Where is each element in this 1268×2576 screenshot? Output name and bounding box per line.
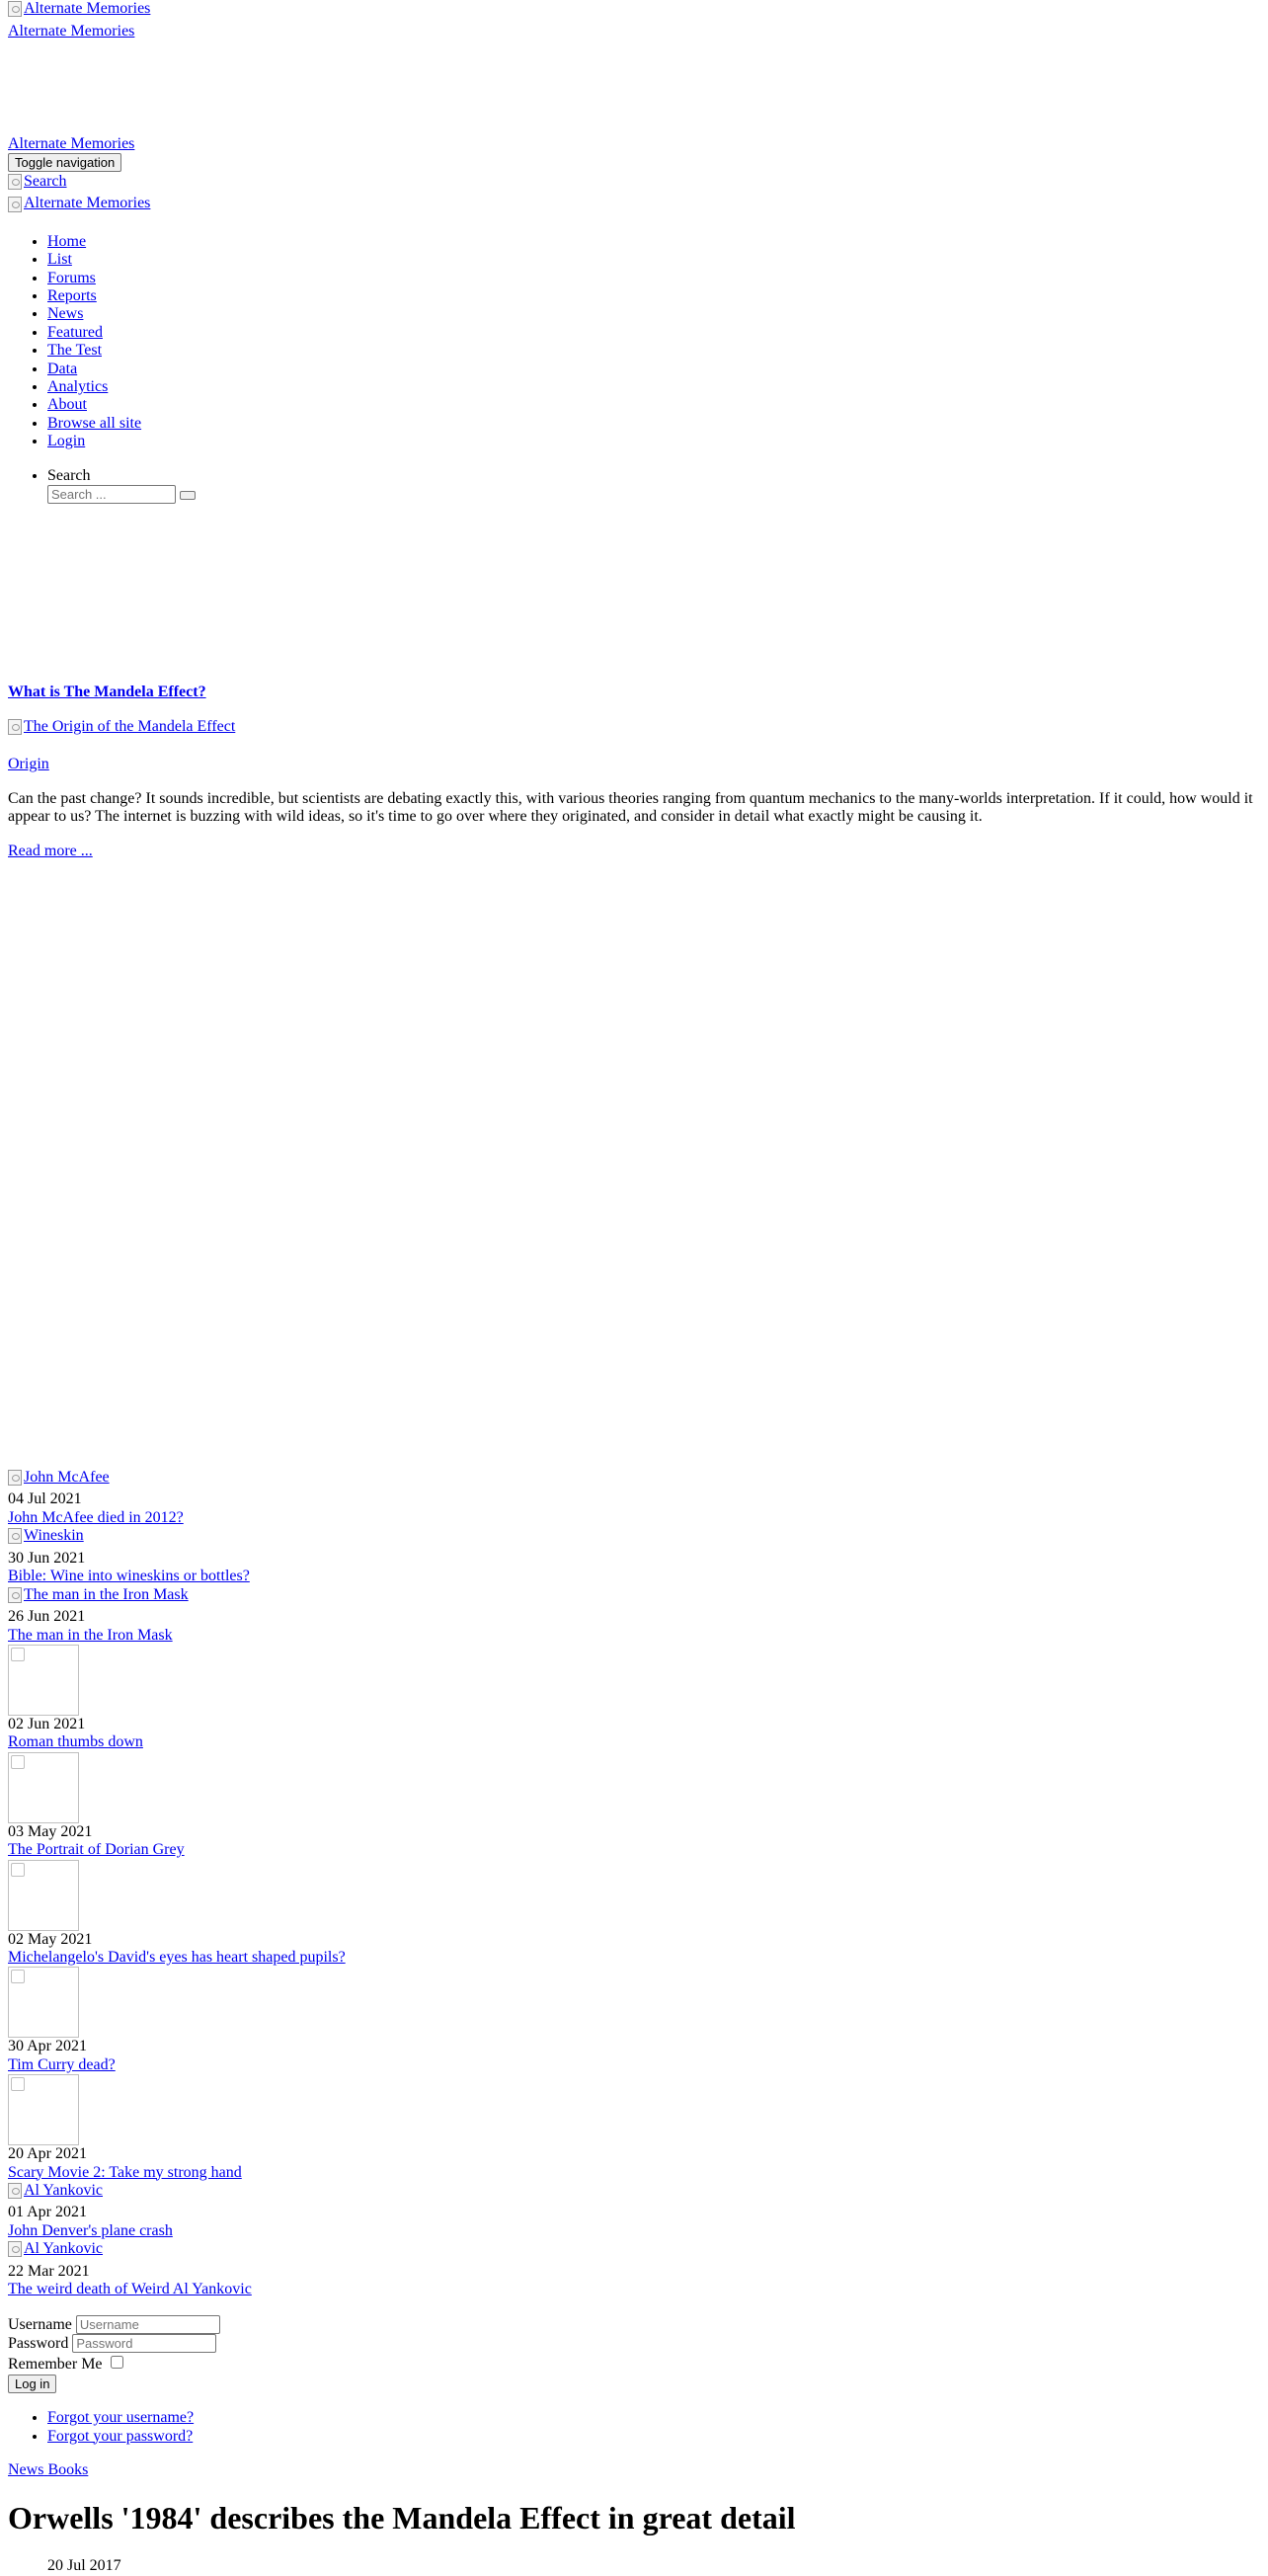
news-thumb-link[interactable] bbox=[8, 1860, 1260, 1931]
news-thumb-link[interactable] bbox=[8, 1527, 84, 1545]
feature-image-wrap bbox=[8, 718, 1260, 741]
news-date: 03 May 2021 bbox=[8, 1822, 93, 1840]
brand-link[interactable]: Alternate Memories bbox=[8, 134, 135, 152]
nav-link-featured[interactable]: Featured bbox=[47, 323, 103, 341]
broken-image-icon bbox=[8, 1, 22, 17]
news-thumb-link[interactable] bbox=[8, 1645, 1260, 1716]
feature-body: Can the past change? It sounds incredible, but scientists are debating exactly this, with various theories ranging from quantum mechanics to the many-worlds interpretation. If it could, how would it appear to us? The internet is buzzing with wild ideas, so it's time to go over where they originated, and consider in detail what exactly might be causing it. bbox=[8, 789, 1253, 826]
feature-title-link[interactable]: What is The Mandela Effect? bbox=[8, 684, 206, 701]
nav-item-featured bbox=[47, 324, 1260, 342]
nav-item-data bbox=[47, 361, 1260, 378]
news-title-link[interactable]: The Portrait of Dorian Grey bbox=[8, 1841, 185, 1859]
search-input[interactable] bbox=[47, 485, 176, 504]
nav-item-news bbox=[47, 305, 1260, 323]
main-navigation bbox=[8, 233, 1260, 451]
breadcrumb-books-label: Books bbox=[47, 2460, 89, 2478]
news-title-link[interactable]: Scary Movie 2: Take my strong hand bbox=[8, 2163, 242, 2181]
news-date: 26 Jun 2021 bbox=[8, 1608, 86, 1626]
list-item bbox=[47, 2409, 1260, 2427]
broken-image-icon bbox=[8, 1470, 22, 1486]
search-icon bbox=[8, 174, 22, 190]
nav-item-login bbox=[47, 433, 1260, 450]
news-thumb-alt: Wineskin bbox=[24, 1527, 84, 1545]
feature-image-alt: The Origin of the Mandela Effect bbox=[24, 717, 236, 735]
news-date: 02 Jun 2021 bbox=[8, 1715, 86, 1732]
news-date: 30 Jun 2021 bbox=[8, 1549, 86, 1567]
list-item bbox=[8, 1645, 1260, 1752]
nav-item-about bbox=[47, 396, 1260, 414]
remember-label: Remember Me bbox=[8, 2356, 103, 2374]
remember-checkbox[interactable] bbox=[111, 2356, 123, 2369]
feature-category-link[interactable]: Origin bbox=[8, 756, 49, 773]
site-logo-link[interactable] bbox=[8, 0, 150, 18]
nav-item-reports bbox=[47, 287, 1260, 305]
remember-row bbox=[8, 2353, 1260, 2374]
nav-link-data[interactable]: Data bbox=[47, 360, 78, 377]
site-logo-alt: Alternate Memories bbox=[24, 0, 151, 17]
nav-link-analytics[interactable]: Analytics bbox=[47, 378, 109, 396]
image-placeholder-icon bbox=[8, 1860, 79, 1931]
broken-image-icon bbox=[8, 719, 22, 735]
broken-image-icon bbox=[8, 2183, 22, 2199]
search-icon-alt: Search bbox=[24, 172, 67, 190]
news-thumb-alt: Al Yankovic bbox=[24, 2240, 104, 2258]
news-date: 01 Apr 2021 bbox=[8, 2204, 87, 2221]
search-module bbox=[8, 467, 1260, 505]
broken-image-icon bbox=[8, 197, 22, 212]
news-title-link[interactable]: Roman thumbs down bbox=[8, 1733, 143, 1751]
news-date: 20 Apr 2021 bbox=[8, 2145, 87, 2163]
news-date: 30 Apr 2021 bbox=[8, 2038, 87, 2055]
feature-category-wrap bbox=[8, 756, 1260, 773]
nav-item-home bbox=[47, 233, 1260, 251]
news-thumb-link[interactable] bbox=[8, 2074, 1260, 2145]
news-thumb-link[interactable] bbox=[8, 1469, 110, 1487]
breadcrumb-news-label: News bbox=[8, 2460, 44, 2478]
news-thumb-alt: The man in the Iron Mask bbox=[24, 1585, 189, 1603]
forgot-username-link[interactable]: Forgot your username? bbox=[47, 2409, 195, 2427]
news-title-link[interactable]: John Denver's plane crash bbox=[8, 2221, 173, 2239]
nav-item-list bbox=[47, 251, 1260, 269]
list-item bbox=[8, 1752, 1260, 1860]
list-item bbox=[8, 2182, 1260, 2240]
site-logo-row bbox=[8, 0, 1260, 23]
news-title-link[interactable]: The man in the Iron Mask bbox=[8, 1626, 173, 1644]
search-item bbox=[47, 467, 1260, 505]
header-spacer bbox=[8, 40, 1260, 135]
news-title-link[interactable]: The weird death of Weird Al Yankovic bbox=[8, 2281, 252, 2298]
nav-item-browse-all bbox=[47, 415, 1260, 433]
nav-link-home[interactable]: Home bbox=[47, 232, 87, 250]
nav-item-analytics bbox=[47, 378, 1260, 396]
secondary-logo-link[interactable] bbox=[8, 195, 150, 212]
news-date: 02 May 2021 bbox=[8, 1930, 93, 1948]
nav-item-the-test bbox=[47, 342, 1260, 360]
search-label: Search bbox=[47, 466, 91, 484]
nav-link-the-test[interactable]: The Test bbox=[47, 342, 103, 360]
news-thumb-link[interactable] bbox=[8, 1586, 189, 1604]
news-date: 22 Mar 2021 bbox=[8, 2262, 90, 2280]
nav-link-about[interactable]: About bbox=[47, 396, 87, 414]
news-list bbox=[8, 1469, 1260, 2299]
content-spacer bbox=[8, 876, 1260, 1469]
news-thumb-link[interactable] bbox=[8, 2240, 103, 2258]
username-row bbox=[8, 2315, 1260, 2334]
search-icon-link[interactable] bbox=[8, 173, 67, 191]
breadcrumb-news-link[interactable] bbox=[8, 2461, 88, 2478]
submit-row bbox=[8, 2375, 1260, 2393]
image-placeholder-icon bbox=[8, 1645, 79, 1716]
password-row bbox=[8, 2334, 1260, 2353]
password-label: Password bbox=[8, 2335, 69, 2352]
site-title-link[interactable]: Alternate Memories bbox=[8, 22, 135, 40]
news-title-link[interactable]: Tim Curry dead? bbox=[8, 2055, 116, 2073]
news-title-link[interactable]: Bible: Wine into wineskins or bottles? bbox=[8, 1568, 250, 1585]
image-placeholder-icon bbox=[8, 1967, 79, 2038]
nav-link-browse-all[interactable]: Browse all site bbox=[47, 414, 142, 432]
password-field[interactable] bbox=[72, 2334, 216, 2353]
article-date: 20 Jul 2017 bbox=[47, 2557, 121, 2575]
feature-image-link[interactable] bbox=[8, 718, 235, 736]
login-form bbox=[8, 2315, 1260, 2394]
broken-image-icon bbox=[8, 1528, 22, 1544]
news-thumb-alt: John McAfee bbox=[24, 1468, 110, 1486]
list-item bbox=[8, 1860, 1260, 1968]
list-item bbox=[47, 2428, 1260, 2446]
nav-item-forums bbox=[47, 270, 1260, 287]
list-item bbox=[8, 1527, 1260, 1585]
news-thumb-link[interactable] bbox=[8, 1967, 1260, 2038]
breadcrumb bbox=[8, 2461, 1260, 2479]
nav-link-list[interactable]: List bbox=[47, 251, 72, 269]
broken-image-icon bbox=[8, 1587, 22, 1603]
news-thumb-link[interactable] bbox=[8, 1752, 1260, 1823]
feature-spacer bbox=[8, 520, 1260, 668]
list-item bbox=[8, 1967, 1260, 2074]
login-button[interactable]: Log in bbox=[8, 2375, 56, 2393]
nav-link-forums[interactable]: Forums bbox=[47, 269, 96, 286]
login-links bbox=[8, 2409, 1260, 2446]
news-title-link[interactable]: Michelangelo's David's eyes has heart shaped pupils? bbox=[8, 1948, 346, 1966]
list-item bbox=[8, 2240, 1260, 2298]
list-item bbox=[8, 1586, 1260, 1645]
article-title: Orwells '1984' describes the Mandela Effect in great detail bbox=[8, 2500, 796, 2536]
list-item bbox=[8, 2074, 1260, 2182]
username-label: Username bbox=[8, 2315, 72, 2333]
feature-title-wrap bbox=[8, 684, 1260, 701]
news-thumb-alt: Al Yankovic bbox=[24, 2181, 104, 2199]
nav-link-reports[interactable]: Reports bbox=[47, 287, 97, 305]
list-item bbox=[8, 1469, 1260, 1527]
toggle-navigation-button[interactable]: Toggle navigation bbox=[8, 153, 121, 172]
read-more-link[interactable]: Read more ... bbox=[8, 842, 93, 859]
image-placeholder-icon bbox=[8, 1752, 79, 1823]
nav-link-news[interactable]: News bbox=[47, 305, 84, 323]
broken-image-icon bbox=[8, 2241, 22, 2257]
forgot-password-link[interactable]: Forgot your password? bbox=[47, 2427, 194, 2445]
news-date: 04 Jul 2021 bbox=[8, 1490, 82, 1508]
news-title-link[interactable]: John McAfee died in 2012? bbox=[8, 1508, 184, 1526]
feature-read-more-wrap bbox=[8, 843, 1260, 860]
nav-link-login[interactable]: Login bbox=[47, 433, 86, 450]
username-field[interactable] bbox=[76, 2315, 220, 2334]
search-submit-button[interactable] bbox=[180, 491, 196, 500]
secondary-logo-alt: Alternate Memories bbox=[24, 195, 151, 212]
news-thumb-link[interactable] bbox=[8, 2182, 103, 2200]
feature-block bbox=[8, 684, 1260, 860]
image-placeholder-icon bbox=[8, 2074, 79, 2145]
